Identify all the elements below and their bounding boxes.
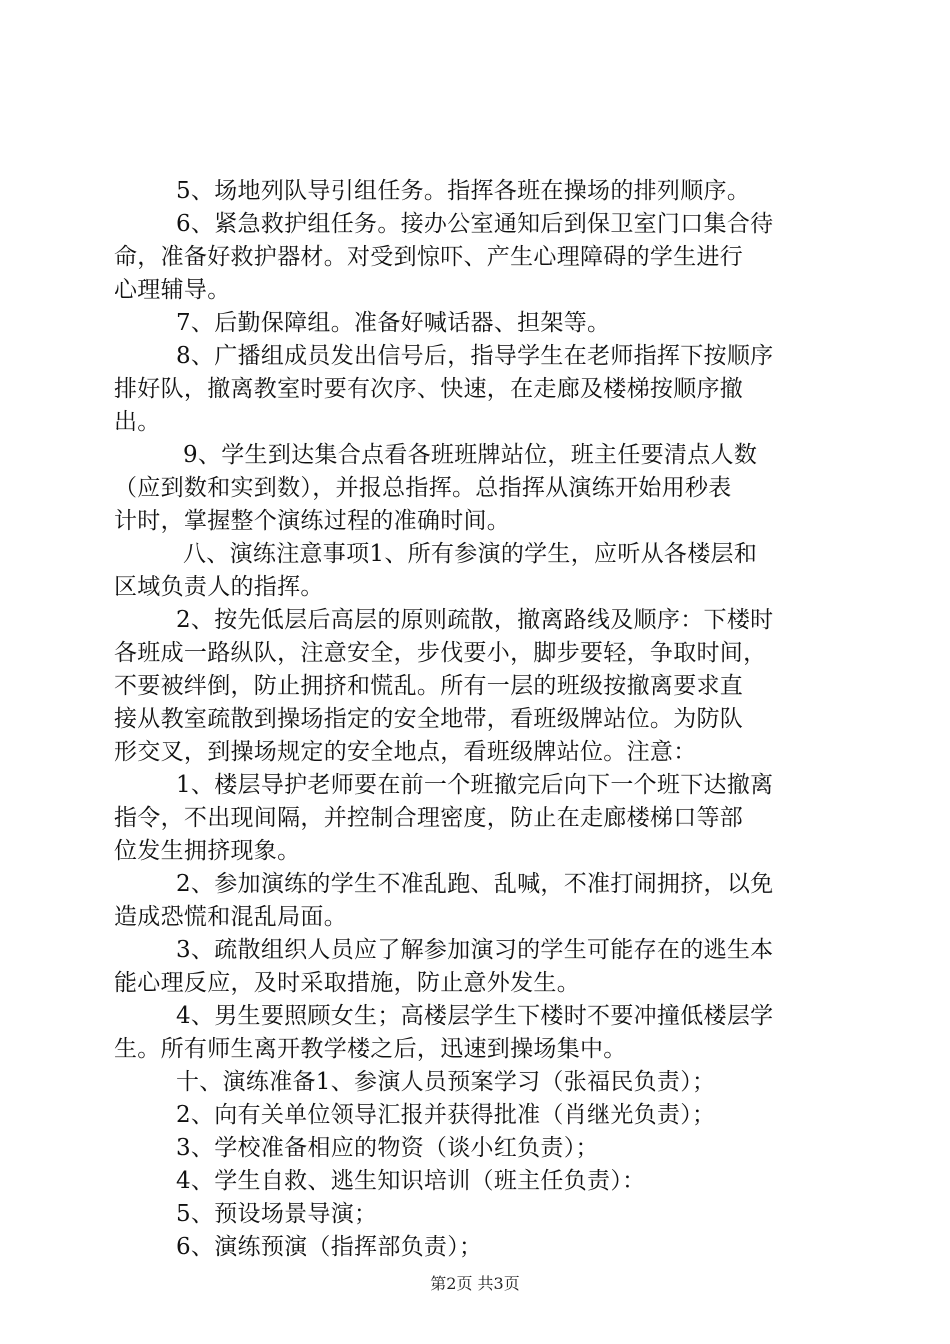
paragraph-line: 不要被绊倒，防止拥挤和慌乱。所有一层的班级按撤离要求直	[114, 673, 744, 699]
paragraph-line: 命，准备好救护器材。对受到惊吓、产生心理障碍的学生进行	[114, 244, 744, 270]
paragraph-line: 2、按先低层后高层的原则疏散，撤离路线及顺序：下楼时	[176, 607, 774, 633]
paragraph-line: 区域负责人的指挥。	[114, 574, 324, 600]
paragraph-line: 形交叉，到操场规定的安全地点，看班级牌站位。注意：	[114, 739, 697, 765]
paragraph-line: 出。	[114, 409, 161, 435]
paragraph-line: 十、演练准备1、参演人员预案学习（张福民负责）；	[176, 1069, 716, 1095]
paragraph-line: （应到数和实到数），并报总指挥。总指挥从演练开始用秒表	[114, 475, 732, 501]
paragraph-line: 4、学生自救、逃生知识培训（班主任负责）：	[176, 1168, 646, 1194]
paragraph-line: 6、演练预演（指挥部负责）；	[176, 1234, 483, 1260]
paragraph-line: 排好队，撤离教室时要有次序、快速，在走廊及楼梯按顺序撤	[114, 376, 744, 402]
paragraph-line: 2、参加演练的学生不准乱跑、乱喊，不准打闹拥挤，以免	[176, 871, 774, 897]
paragraph-line: 计时，掌握整个演练过程的准确时间。	[114, 508, 511, 534]
paragraph-line: 各班成一路纵队，注意安全，步伐要小，脚步要轻，争取时间，	[114, 640, 767, 666]
paragraph-line: 2、向有关单位领导汇报并获得批准（肖继光负责）；	[176, 1102, 716, 1128]
paragraph-line: 4、男生要照顾女生；高楼层学生下楼时不要冲撞低楼层学	[176, 1003, 774, 1029]
paragraph-line: 9、学生到达集合点看各班班牌站位，班主任要清点人数	[183, 442, 758, 468]
paragraph-line: 7、后勤保障组。准备好喊话器、担架等。	[176, 310, 611, 336]
paragraph-line: 能心理反应，及时采取措施，防止意外发生。	[114, 970, 580, 996]
paragraph-line: 造成恐慌和混乱局面。	[114, 904, 347, 930]
paragraph-line: 6、紧急救护组任务。接办公室通知后到保卫室门口集合待	[176, 211, 774, 237]
paragraph-line: 8、广播组成员发出信号后，指导学生在老师指挥下按顺序	[176, 343, 774, 369]
paragraph-line: 接从教室疏散到操场指定的安全地带，看班级牌站位。为防队	[114, 706, 744, 732]
paragraph-line: 心理辅导。	[114, 277, 231, 303]
paragraph-line: 5、预设场景导演；	[176, 1201, 378, 1227]
paragraph-line: 生。所有师生离开教学楼之后，迅速到操场集中。	[114, 1036, 627, 1062]
paragraph-line: 5、场地列队导引组任务。指挥各班在操场的排列顺序。	[176, 178, 751, 204]
paragraph-line: 八、演练注意事项1、所有参演的学生，应听从各楼层和	[183, 541, 758, 567]
paragraph-line: 3、疏散组织人员应了解参加演习的学生可能存在的逃生本	[176, 937, 774, 963]
page-footer: 第2页 共3页	[430, 1274, 520, 1293]
paragraph-line: 位发生拥挤现象。	[114, 838, 301, 864]
paragraph-line: 1、楼层导护老师要在前一个班撤完后向下一个班下达撤离	[176, 772, 774, 798]
paragraph-line: 指令，不出现间隔，并控制合理密度，防止在走廊楼梯口等部	[114, 805, 744, 831]
paragraph-line: 3、学校准备相应的物资（谈小红负责）；	[176, 1135, 599, 1161]
